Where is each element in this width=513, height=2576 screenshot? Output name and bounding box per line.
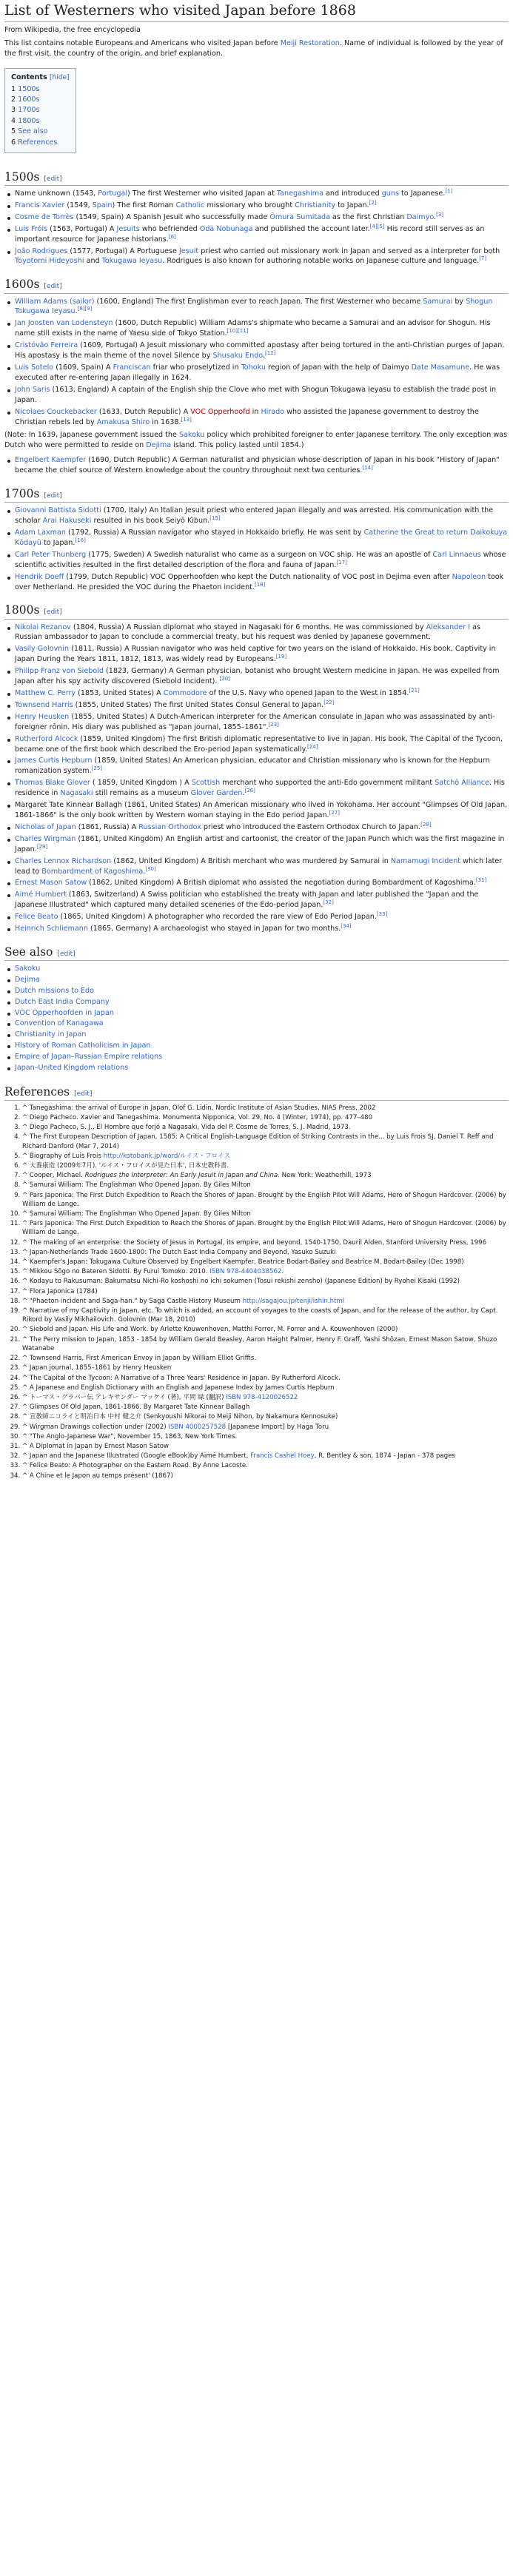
citation-link[interactable]: [34] [341, 922, 352, 929]
toc-number: 6 [11, 138, 16, 147]
reference-item: 29. ^ Wirgman Drawings collection under (2002) ISBN 4000257528 [Japanese Import] by Haga Toru [22, 1423, 509, 1432]
list-item: Luis Sotelo (1609, Spain) A Franciscan friar who proselytized in Tohoku region of Japan with the help of Daimyo Date Masamune. He was executed after re-entering Japan illegally in 1624. [15, 363, 509, 383]
reference-item: 30. ^ "The Anglo-Japanese War", November 15, 1863, New York Times. [22, 1432, 509, 1441]
inline-link[interactable]: Aleksander I [426, 623, 471, 631]
inline-link[interactable]: Satchō Alliance [435, 779, 489, 788]
inline-link[interactable]: Townsend Harris [15, 700, 73, 709]
citation-link[interactable]: [13] [181, 416, 192, 423]
sections [4, 170, 509, 934]
see-also-item [15, 997, 509, 1008]
edit-link-label[interactable]: edit [46, 175, 60, 183]
toc-number: 3 [11, 106, 16, 115]
citation-link[interactable]: [24] [307, 743, 318, 750]
list-item: Giovanni Battista Sidotti (1700, Italy) An Italian Jesuit priest who entered Japan illegally and was arrested. His communication with the scholar Arai Hakuseki resulted in his book Seiyō Kibun.[15] [15, 506, 509, 526]
edit-link[interactable]: [edit] [44, 492, 62, 500]
citation-link[interactable]: [15] [209, 514, 221, 521]
citation-link[interactable]: [33] [376, 910, 388, 917]
edit-link[interactable]: [edit] [57, 950, 76, 958]
inline-link[interactable]: Jan Joosten van Lodensteyn [15, 319, 113, 328]
edit-link[interactable]: [edit] [44, 283, 62, 291]
citation-link[interactable]: [18] [254, 581, 266, 588]
toc-number: 1 [11, 84, 16, 93]
see-also-list [4, 964, 509, 1074]
citation-link[interactable]: [31] [475, 877, 487, 884]
inline-link[interactable]: http://kotobank.jp/word/ルイス・フロイス [103, 1152, 231, 1160]
citation-link[interactable]: [32] [323, 899, 334, 906]
reference-item: 27. ^ Glimpses Of Old Japan, 1861-1866. By Margaret Tate Kinnear Ballagh [22, 1403, 509, 1412]
toc-item-1500s[interactable] [11, 84, 70, 95]
inline-link[interactable]: Sakoku [178, 431, 205, 440]
inline-link[interactable]: Nagasaki [60, 789, 93, 798]
toc-number: 2 [11, 95, 16, 104]
citation-link[interactable]: [14] [362, 464, 373, 471]
entry-list [4, 297, 509, 428]
inline-link[interactable]: Aimé Humbert [15, 890, 67, 899]
inline-link[interactable]: Matthew C. Perry [15, 689, 76, 697]
inline-link[interactable]: Christianity [295, 201, 336, 209]
see-also-item [15, 1041, 509, 1052]
toc-number: 4 [11, 116, 16, 125]
reference-item: 33. ^ Felice Beato: A Photographer on the Eastern Road. By Anne Lacoste. [22, 1461, 509, 1470]
list-item: Nikolai Rezanov (1804, Russia) A Russian diplomat who stayed in Nagasaki for 6 months. He was commissioned by Aleksander I as Russian ambassador to Japan to conclude a commercial treaty, but his request was denied by Japanese government. [15, 623, 509, 643]
see-also-heading [4, 945, 509, 961]
toc-item-1800s[interactable] [11, 116, 70, 127]
citation-link[interactable]: [12] [265, 349, 276, 356]
list-item: Matthew C. Perry (1853, United States) A Commodore of the U.S. Navy who opened Japan to the West in 1854.[21] [15, 688, 509, 699]
see-also-link[interactable]: Dejima [15, 975, 40, 984]
see-also-item [15, 1019, 509, 1030]
see-also-link[interactable]: History of Roman Catholicism in Japan [15, 1042, 151, 1050]
section-title: 1500s [4, 170, 40, 184]
reference-item: 8. ^ Samurai William: The Englishman Who Opened Japan. By Giles Milton [22, 1181, 509, 1190]
entry-list [4, 623, 509, 934]
inline-link[interactable]: VOC Opperhoofd [190, 407, 250, 416]
edit-link-label[interactable]: edit [46, 608, 60, 617]
inline-link[interactable]: Tokugawa Ieyasu [101, 257, 163, 266]
edit-link-label[interactable]: edit [46, 492, 60, 500]
list-item: Engelbert Kaempfer (1690, Dutch Republic) A German naturalist and physician whose description of Japan in his book "History of Japan" became the chief source of Western knowledge about the country throughout next two centuries.[14] [15, 455, 509, 476]
reference-item: 13. ^ Japan-Netherlands Trade 1600-1800: The Dutch East India Company and Beyond, Yasuko Suzuki [22, 1248, 509, 1257]
list-item: Felice Beato (1865, United Kingdom) A photographer who recorded the rare view of Edo Period Japan.[33] [15, 912, 509, 922]
reference-item: 6. ^ 大養康造 (2009年7月). 'ルイス・フロイスが見た日本', 日本史教科書. [22, 1161, 509, 1170]
inline-link[interactable]: ISBN 978-4120026522 [226, 1393, 298, 1401]
reference-item: 18. ^ "Phaeton incident and Saga-han." by Saga Castle History Museum http://sagajou.jp/tenji/ishin.html [22, 1297, 509, 1306]
reference-item: 1. ^ Tanegashima: the arrival of Europe in Japan, Olof G. Lidin, Nordic Institute of Asian Studies, NIAS Press, 2002 [22, 1104, 509, 1113]
references-list [4, 1104, 509, 1480]
inline-link[interactable]: Thomas Blake Glover [15, 779, 90, 788]
toc-item-see-also[interactable] [11, 127, 70, 137]
edit-link-label[interactable]: edit [59, 950, 73, 958]
list-item: João Rodrigues (1577, Portugal) A Portuguese Jesuit priest who carried out missionary work in Japan and served as a interpreter for both Toyotomi Hideyoshi and Tokugawa Ieyasu. Rodrigues is also known for authoring notable works on Japanese culture and language.[7] [15, 246, 509, 267]
citation-link[interactable]: [19] [275, 654, 287, 660]
list-item: Thomas Blake Glover ( 1859, United Kingdom ) A Scottish merchant who supported the anti-Edo government militant Satchō Alliance. His residence in Nagasaki still remains as a museum Glover Garden.[26] [15, 778, 509, 799]
list-item: Charles Lennox Richardson (1862, United Kingdom) A British merchant who was murdered by Samurai in Namamugi Incident which later lead to Bombardment of Kagoshima.[30] [15, 856, 509, 877]
toc-label[interactable]: 1700s [18, 106, 40, 115]
reference-item: 28. ^ 宣教師ニコライと明治日本 中村 健之介 (Senkyoushi Nikorai to Meiji Nihon, by Nakamura Kennosuke) [22, 1412, 509, 1421]
inline-link[interactable]: João Rodrigues [15, 246, 68, 255]
inline-link[interactable]: Hirado [261, 407, 285, 416]
see-also-link[interactable]: Sakoku [15, 965, 41, 973]
citation-link[interactable]: [16] [75, 537, 86, 543]
citation-link[interactable]: [23] [268, 721, 279, 728]
list-item: Francis Xavier (1549, Spain) The first Roman Catholic missionary who brought Christianity to Japan.[2] [15, 201, 509, 211]
site-subtitle: From Wikipedia, the free encyclopedia [4, 25, 141, 34]
inline-link[interactable]: Bombardment of Kagoshima [41, 867, 144, 876]
inline-link[interactable]: Cosme de Torrès [15, 212, 74, 221]
inline-link[interactable]: Ernest Mason Satow [15, 879, 87, 888]
edit-link[interactable]: [edit] [74, 1090, 93, 1098]
inline-link[interactable]: Arai Hakuseki [42, 517, 92, 526]
intro-paragraph: This list contains notable Europeans and Americans who visited Japan before Meiji Restoration. Name of individual is followed by the year of the first visit, the country of the origin, and brief explanation. [4, 38, 503, 58]
toc-label[interactable]: References [18, 138, 58, 147]
sakoku-note: (Note: In 1639, Japanese government issued the Sakoku policy which prohibited foreigner to enter Japanese territory. The only exception was Dutch who were permitted to reside on Dejima island. This policy lasted until 1854.) [4, 431, 508, 450]
inline-link[interactable]: William Adams (sailor) [15, 297, 95, 306]
reference-item: 34. ^ A Chine et le Japon au temps présent' (1867) [22, 1472, 509, 1480]
inline-link[interactable]: Nikolai Rezanov [15, 623, 71, 631]
inline-link[interactable]: Philipp Franz von Siebold [15, 667, 104, 676]
inline-link[interactable]: Russian Orthodox [138, 822, 201, 831]
list-item: Charles Wirgman (1861, United Kingdom) An English artist and cartoonist, the creator of the Japan Punch which was the first magazine in Japan.[29] [15, 834, 509, 855]
inline-link[interactable]: Felice Beato [15, 913, 58, 922]
citation-link[interactable]: [8][9] [77, 306, 93, 312]
inline-link[interactable]: Tohoku [241, 363, 266, 372]
reference-item: 15. ^ Mikkou Sōgo no Bateren Sidotti. By Furui Tomoko. 2010. ISBN 978-4404038562. [22, 1267, 509, 1276]
inline-link[interactable]: Charles Lennox Richardson [15, 856, 112, 865]
inline-link[interactable]: Shogun Tokugawa Ieyasu [15, 297, 493, 316]
inline-link[interactable]: Napoleon [452, 572, 486, 581]
list-item: Heinrich Schliemann (1865, Germany) A archaeologist who stayed in Japan for two months.[34] [15, 924, 509, 934]
entry-list [4, 189, 509, 266]
citation-link[interactable]: [27] [329, 809, 340, 816]
see-also-item [15, 964, 509, 975]
reference-item: 20. ^ Siebold and Japan. His Life and Work. by Arlette Kouwenhoven, Matthi Forrer, M. Forrer and A. Kouwenhoven (2000) [22, 1325, 509, 1334]
toc-list [11, 84, 70, 148]
page-title: List of Westerners who visited Japan before 1868 [4, 0, 509, 22]
see-also-link[interactable]: VOC Opperhoofden in Japan [15, 1008, 114, 1017]
inline-link[interactable]: Amakusa Shiro [96, 417, 150, 426]
inline-link[interactable]: Francis Cashel Hoey [250, 1452, 315, 1460]
section-title: 1800s [4, 603, 40, 617]
see-also-title: See also [4, 945, 53, 959]
reference-item: 21. ^ The Perry mission to Japan, 1853 - 1854 by William Gerald Beasley, Aaron Haight Palmer, Henry F. Graff, Yashi Shōzan, Ernest Mason Satow, Shuzo Watanabe [22, 1335, 509, 1353]
reference-item: 23. ^ Japan journal, 1855–1861 by Henry Heusken [22, 1364, 509, 1372]
citation-link[interactable]: [20] [219, 675, 230, 682]
reference-item: 7. ^ Cooper, Michael. Rodrigues the Interpreter: An Early Jesuit in Japan and China. New York: Weatherhill, 1973 [22, 1171, 509, 1180]
see-also-item [15, 1063, 509, 1074]
reference-item: 3. ^ Diego Pacheco, S. J., El Hombre que forjó a Nagasaki, Vida del P. Cosme de Torres, S. J. Madrid, 1973. [22, 1123, 509, 1132]
inline-link[interactable]: James Curtis Hepburn [15, 757, 93, 765]
citation-link[interactable]: [10][11] [227, 328, 249, 335]
reference-item: 26. ^ トーマス・グラバー伝 アレキサンダー マッケイ (著), 平岡 緑 (翻訳) ISBN 978-4120026522 [22, 1393, 509, 1402]
list-item: Henry Heusken (1855, United States) A Dutch-American interpreter for the American consulate in Japan who was assassinated by anti-foreigner rōnin. His diary was published as "Japan journal, 1855–1861".[23] [15, 712, 509, 733]
inline-link[interactable]: guns [381, 189, 399, 198]
reference-item: 10. ^ Samurai William: The Englishman Who Opened Japan. By Giles Milton [22, 1210, 509, 1218]
list-item: Name unknown (1543, Portugal) The first Westerner who visited Japan at Tanegashima and introduced guns to Japanese.[1] [15, 189, 509, 199]
reference-item: 11. ^ Pars Japonica: The First Dutch Expedition to Reach the Shores of Japan. Brought by the English Pilot Will Adams, Hero of Shogun Hardcover. (2006) by William de Lange. [22, 1219, 509, 1237]
inline-link[interactable]: Jesuit [178, 246, 199, 255]
citation-link[interactable]: [30] [145, 865, 156, 872]
section-title: 1600s [4, 278, 40, 292]
toc-label[interactable]: 1800s [18, 116, 40, 125]
edit-link-label[interactable]: edit [46, 283, 60, 291]
toc-number: 5 [11, 127, 16, 136]
toc-hide-toggle[interactable]: [hide] [50, 73, 70, 81]
inline-link[interactable]: Carl Peter Thunberg [15, 550, 87, 559]
inline-link[interactable]: Rutherford Alcock [15, 734, 78, 743]
reference-item: 12. ^ The making of an enterprise: the Society of Jesus in Portugal, its empire, and beyond, 1540-1750, Dauril Alden, Stanford University Press, 1996 [22, 1238, 509, 1247]
references-heading [4, 1084, 509, 1101]
citation-link[interactable]: [29] [36, 843, 48, 850]
inline-link[interactable]: ISBN 978-4404038562 [209, 1268, 282, 1276]
citation-link[interactable]: [25] [91, 765, 103, 772]
citation-link[interactable]: [17] [336, 559, 347, 566]
see-also-link[interactable]: Empire of Japan–Russian Empire relations [15, 1052, 163, 1061]
list-item: Nicolaes Couckebacker (1633, Dutch Republic) A VOC Opperhoofd in Hirado who assisted the Japanese government to destroy the Christian rebels led by Amakusa Shiro in 1638.[13] [15, 407, 509, 428]
inline-link[interactable]: Francis Xavier [15, 201, 65, 209]
inline-link[interactable]: Heinrich Schliemann [15, 925, 88, 933]
toc-header [11, 73, 70, 83]
list-item: Nicholas of Japan (1861, Russia) A Russian Orthodox priest who introduced the Eastern Orthodox Church to Japan.[28] [15, 822, 509, 833]
list-item: William Adams (sailor) (1600, England) The first Englishman ever to reach Japan. The first Westerner who became Samurai by Shogun Tokugawa Ieyasu.[8][9] [15, 297, 509, 318]
inline-link[interactable]: Jesuits [116, 224, 140, 233]
inline-link[interactable]: Giovanni Battista Sidotti [15, 506, 101, 515]
reference-item: 24. ^ The Capital of the Tycoon: A Narrative of a Three Years' Residence in Japan. By Rutherford Alcock. [22, 1374, 509, 1383]
inline-link[interactable]: Daimyo [406, 212, 435, 221]
inline-link[interactable]: Catholic [175, 201, 205, 209]
inline-link[interactable]: Engelbert Kaempfer [15, 456, 87, 465]
section-title: 1700s [4, 487, 40, 501]
toc-label[interactable]: 1500s [18, 84, 40, 93]
inline-link[interactable]: Ōmura Sumitada [269, 212, 330, 221]
inline-link[interactable]: Commodore [163, 689, 207, 697]
list-item: Townsend Harris (1855, United States) The first United States Consul General to Japan.[22] [15, 700, 509, 711]
inline-link[interactable]: Shusaku Endo [212, 352, 263, 360]
citation-link[interactable]: [22] [323, 699, 335, 705]
toc-item-1600s[interactable] [11, 95, 70, 105]
see-also-link[interactable]: Dutch East India Company [15, 997, 110, 1006]
toc-title: Contents [11, 73, 47, 81]
reference-item: 19. ^ Narrative of my Captivity in Japan, etc. To which is added, an account of voyages to the coasts of Japan, and for the release of the author, by Capt. Rikord by Vasily Mikhailovich. Golovnin (Mar 18, 2010) [22, 1307, 509, 1324]
list-item: Carl Peter Thunberg (1775, Sweden) A Swedish naturalist who came as a surgeon on VOC ship. He was an apostle of Carl Linnaeus whose scientific activities resulted in the first detailed description of the flora and fauna of Japan.[17] [15, 550, 509, 571]
see-also-link[interactable]: Convention of Kanagawa [15, 1019, 104, 1028]
inline-link[interactable]: Scottish [191, 779, 221, 788]
inline-link[interactable]: Cristóvão Ferreira [15, 341, 78, 350]
toc-label[interactable]: See also [18, 127, 48, 136]
citation-link[interactable]: [26] [244, 787, 255, 794]
reference-item: 2. ^ Diego Pacheco. Xavier and Tanegashima. Monumenta Nipponica, Vol. 29, No. 4 (Winter, 1974), pp. 477–480 [22, 1113, 509, 1122]
inline-link[interactable]: Nicholas of Japan [15, 822, 76, 831]
reference-item: 9. ^ Pars Japonica: The First Dutch Expedition to Reach the Shores of Japan. Brought by the English Pilot Will Adams, Hero of Shogun Hardcover. (2006) by William de Lange. [22, 1191, 509, 1209]
table-of-contents [4, 68, 76, 153]
see-also-link[interactable]: Christianity in Japan [15, 1030, 87, 1039]
list-item: John Saris (1613, England) A captain of the English ship the Clove who met with Shogun Tokugawa Ieyasu to establish the trade post in Japan. [15, 385, 509, 406]
section-heading-1800s [4, 603, 509, 619]
inline-link[interactable]: Namamugi Incident [390, 856, 461, 865]
inline-link[interactable]: Charles Wirgman [15, 834, 76, 843]
reference-item: 31. ^ A Diplomat in Japan by Ernest Mason Satow [22, 1442, 509, 1451]
see-also-item [15, 1030, 509, 1041]
inline-link[interactable]: John Saris [15, 385, 50, 394]
section-heading-1600s [4, 277, 509, 293]
entry-list [4, 455, 509, 476]
citation-link[interactable]: [1] [445, 187, 453, 194]
see-also-item [15, 1008, 509, 1019]
inline-link[interactable]: http://sagajou.jp/tenji/ishin.html [242, 1297, 345, 1305]
edit-link[interactable]: [edit] [44, 608, 62, 617]
reference-item: 4. ^ The First European Description of Japan, 1585: A Critical English-Language Edition of Striking Contrasts in the... by Luis Frois SJ, Daniel T. Reff and Richard Danford (Mar 7, 2014) [22, 1133, 509, 1150]
citation-link[interactable]: [3] [436, 211, 443, 218]
inline-link[interactable]: Portugal [98, 189, 127, 198]
reference-item: 5. ^ Biography of Luis Frois http://kotobank.jp/word/ルイス・フロイス [22, 1152, 509, 1161]
inline-link[interactable]: Glover Garden [190, 789, 243, 798]
inline-link[interactable]: Carl Linnaeus [432, 550, 481, 559]
list-item: Cosme de Torrès (1549, Spain) A Spanish Jesuit who successfully made Ōmura Sumitada as the first Christian Daimyo.[3] [15, 212, 509, 223]
inline-link[interactable]: Franciscan [113, 363, 151, 372]
edit-link[interactable]: [edit] [44, 175, 62, 183]
citation-link[interactable]: [4][5] [369, 223, 385, 229]
reference-item: 22. ^ Townsend Harris, First American Envoy in Japan by William Elliot Griffis. [22, 1354, 509, 1363]
list-item: Philipp Franz von Siebold (1823, Germany) A German physician, botanist who brought Western medicine in Japan. He was expelled from Japan after his spy activity discovered (Siebold Incident). [20] [15, 666, 509, 687]
list-item: James Curtis Hepburn (1859, United States) An American physician, educator and Christian missionary who is known for the Hepburn romanization system.[25] [15, 756, 509, 777]
inline-link[interactable]: Date Masamune [411, 363, 470, 372]
see-also-item [15, 975, 509, 986]
list-item: Aimé Humbert (1863, Switzerland) A Swiss politician who established the treaty with Japan and later published the "Japan and the Japanese Illustrated" which captured many detailed sceneries of the Edo-period Japan.[32] [15, 890, 509, 910]
entry-list [4, 506, 509, 592]
section-heading-1500s [4, 170, 509, 186]
toc-label[interactable]: 1600s [18, 95, 40, 104]
citation-link[interactable]: [21] [409, 687, 420, 694]
edit-link-label[interactable]: edit [76, 1090, 90, 1098]
see-also-item [15, 986, 509, 997]
see-also-item [15, 1052, 509, 1063]
inline-link[interactable]: Dejima [146, 441, 172, 450]
inline-link[interactable]: Toyotomi Hideyoshi [15, 257, 84, 266]
inline-link[interactable]: Vasily Golovnin [15, 645, 70, 654]
citation-link[interactable]: [2] [369, 199, 377, 206]
reference-item: 32. ^ Japan and the Japanese Illustrated (Google eBook)by Aimé Humbert, Francis Cashel Hoey, R. Bentley & son, 1874 - Japan - 378 pages [22, 1452, 509, 1460]
inline-link[interactable]: Hendrik Doeff [15, 572, 64, 581]
list-item: Margaret Tate Kinnear Ballagh (1861, United States) An American missionary who lived in Yokohama. Her account "Glimpses Of Old Japan, 1861-1866" is the only book written by Western woman staying in the Edo period Japan.[27] [15, 801, 508, 819]
list-item: Ernest Mason Satow (1862, United Kingdom) A British diplomat who assisted the negotiation during Bombardment of Kagoshima.[31] [15, 878, 509, 888]
list-item: Cristóvão Ferreira (1609, Portugal) A Jesuit missionary who committed apostasy after being tortured in the anti-Christian purges of Japan. His apostasy is the main theme of the novel Silence by Shusaku Endo.[12] [15, 341, 509, 361]
toc-item-references[interactable] [11, 138, 70, 148]
reference-item: 16. ^ Kodayu to Rakusuman: Bakumatsu Nichi-Ro koshoshi no ichi sokumen (Tosui rekishi zensho) (Japanese Edition) by Ryohei Kisaki (1992) [22, 1277, 509, 1286]
list-item: Adam Laxman (1792, Russia) A Russian navigator who stayed in Hokkaido briefly. He was sent by Catherine the Great to return Daikokuya Kōdayū to Japan.[16] [15, 528, 508, 547]
toc-item-1700s[interactable] [11, 105, 70, 115]
inline-link[interactable]: ISBN 4000257528 [168, 1423, 227, 1431]
reference-item: 25. ^ A Japanese and English Dictionary with an English and Japanese Index by James Curtis Hepburn [22, 1383, 509, 1392]
inline-link[interactable]: Adam Laxman [15, 528, 66, 537]
see-also-link[interactable]: Japan–United Kingdom relations [15, 1063, 129, 1072]
list-item: Luis Fróis (1563, Portugal) A Jesuits who befriended Oda Nobunaga and published the account later.[4][5] His record still serves as an important resource for Japanese historians.[6] [15, 224, 509, 245]
inline-link[interactable]: Oda Nobunaga [199, 224, 253, 233]
inline-link[interactable]: Spain [92, 201, 113, 209]
inline-link[interactable]: Luis Fróis [15, 224, 48, 233]
inline-link[interactable]: Tanegashima [276, 189, 323, 198]
inline-link[interactable]: Samurai [423, 297, 453, 306]
list-item: Rutherford Alcock (1859, United Kingdom) The first British diplomatic representative to live in Japan. His book, The Capital of the Tycoon, became one of the first book which described the Ero-period Japan systematically.[24] [15, 734, 509, 755]
citation-link[interactable]: [6] [168, 233, 176, 240]
inline-link[interactable]: Meiji Restoration [280, 38, 340, 47]
reference-item: 17. ^ Flora Japonica (1784) [22, 1287, 509, 1296]
inline-link[interactable]: Luis Sotelo [15, 363, 54, 372]
inline-link[interactable]: Henry Heusken [15, 712, 70, 721]
inline-link[interactable]: Catherine the Great to return Daikokuya Kōdayū [15, 528, 508, 547]
citation-link[interactable]: [7] [479, 255, 487, 262]
section-heading-1700s [4, 486, 509, 503]
references-title: References [4, 1084, 70, 1099]
citation-link[interactable]: [28] [420, 821, 432, 828]
see-also-link[interactable]: Dutch missions to Edo [15, 986, 95, 995]
list-item: Jan Joosten van Lodensteyn (1600, Dutch Republic) William Adams's shipmate who became a Samurai and an advisor for Shogun. His name still exists in the name of Yaesu side of Tokyo Station.[10][11] [15, 318, 509, 339]
list-item: Hendrik Doeff (1799, Dutch Republic) VOC Opperhoofden who kept the Dutch nationality of VOC post in Dejima even after Napoleon took over Netherland. He presided the VOC during the Phaeton incident.[18] [15, 572, 509, 593]
reference-item: 14. ^ Kaempfer's Japan: Tokugawa Culture Observed by Engelbert Kaempfer, Beatrice Bodart-Bailey and Beatrice M. Bodart-Bailey (Dec 1998) [22, 1258, 509, 1267]
list-item: Vasily Golovnin (1811, Russia) A Russian navigator who was held captive for two years on the island of Hokkaido. His book, Captivity in Japan During the Years 1811, 1812, 1813, was widely read by Europeans.[19] [15, 644, 509, 665]
inline-link[interactable]: Nicolaes Couckebacker [15, 407, 97, 416]
